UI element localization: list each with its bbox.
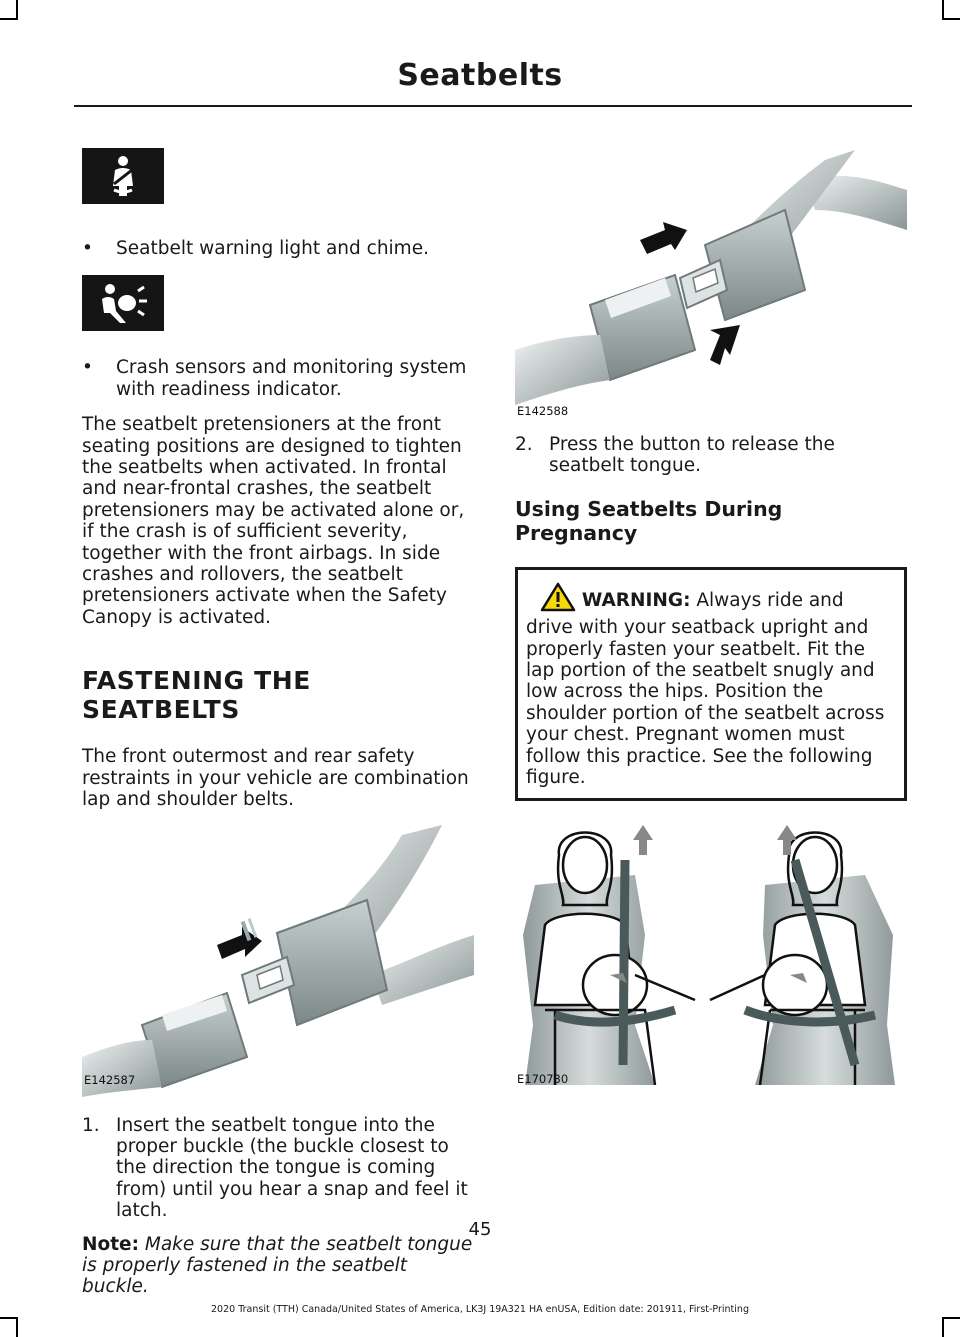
crop-mark-bottom-left-h [0,1317,18,1319]
pregnancy-illustration [515,825,907,1085]
bullet-item [82,238,474,259]
note-text: Make sure that the seatbelt tongue is properly fastened in the seatbelt buckle. [82,1233,473,1298]
airbag-readiness-icon [82,275,164,331]
warning-box [515,567,907,802]
note [82,1234,474,1298]
crop-mark-top-right-h [942,18,960,20]
pretensioner-paragraph: The seatbelt pretensioners at the front seating positions are designed to tighten the seatbelts when activated. In frontal and near-frontal crashes, the seatbelt pretensioners may be activated alone or, if the crash is of sufficient severity, together with the front airbags. In side crashes and rollovers, the seatbelt pretensioners activate when the Safety Canopy is activated. [82,414,465,628]
bullet-mark: • [82,238,93,259]
buckle-insert-illustration [82,825,474,1097]
warning-label: WARNING: [581,589,691,611]
step-item [82,1115,474,1222]
crop-mark-top-right-v [942,0,944,20]
buckle-release-figure [515,150,907,422]
left-column [82,148,474,1312]
page-title: Seatbelts [397,58,563,93]
seatbelt-warning-icon [82,148,164,204]
crop-mark-top-left-v [16,0,18,20]
buckle-release-illustration [515,150,907,422]
header-rule [74,105,912,107]
crop-mark-top-left-h [0,18,18,20]
step-number: 1. [82,1114,100,1136]
page-footer: 2020 Transit (TTH) Canada/United States of America, LK3J 19A321 HA enUSA, Edition date: 201911, First-Printing [211,1304,749,1315]
figure-code: E142588 [517,404,569,418]
step-text: Press the button to release the seatbelt tongue. [549,434,835,477]
section-heading: FASTENING THE SEATBELTS [82,666,311,725]
bullet-mark: • [82,357,93,379]
page-number: 45 [468,1219,492,1240]
pregnancy-figure [515,825,907,1085]
right-column [515,150,907,1085]
crop-mark-bottom-right-v [942,1317,944,1337]
step-item [515,434,907,477]
bullet-text: Seatbelt warning light and chime. [116,238,429,259]
belts-paragraph: The front outermost and rear safety restraints in your vehicle are combination lap and shoulder belts. [82,746,469,811]
warning-text: Always ride and drive with your seatback upright and properly fasten your seatbelt. Fit the lap portion of the seatbelt snugly and low across the hips. Position the shoulder portion of the seatbelt across your chest. Pregnant women must follow this practice. See the following figure. [526,589,885,789]
figure-code: E170730 [517,1072,569,1087]
buckle-insert-figure [82,825,474,1097]
step-number: 2. [515,434,533,455]
step-text: Insert the seatbelt tongue into the proper buckle (the buckle closest to the direction the tongue is coming from) until you hear a snap and feel it latch. [116,1114,468,1222]
bullet-text: Crash sensors and monitoring system with readiness indicator. [116,357,467,400]
figure-code: E142587 [84,1072,136,1087]
warning-triangle-icon [540,582,576,617]
bullet-item [82,357,474,400]
subsection-heading: Using Seatbelts During Pregnancy [515,496,783,545]
crop-mark-bottom-left-v [16,1317,18,1337]
note-label: Note: [82,1233,139,1255]
crop-mark-bottom-right-h [942,1317,960,1319]
